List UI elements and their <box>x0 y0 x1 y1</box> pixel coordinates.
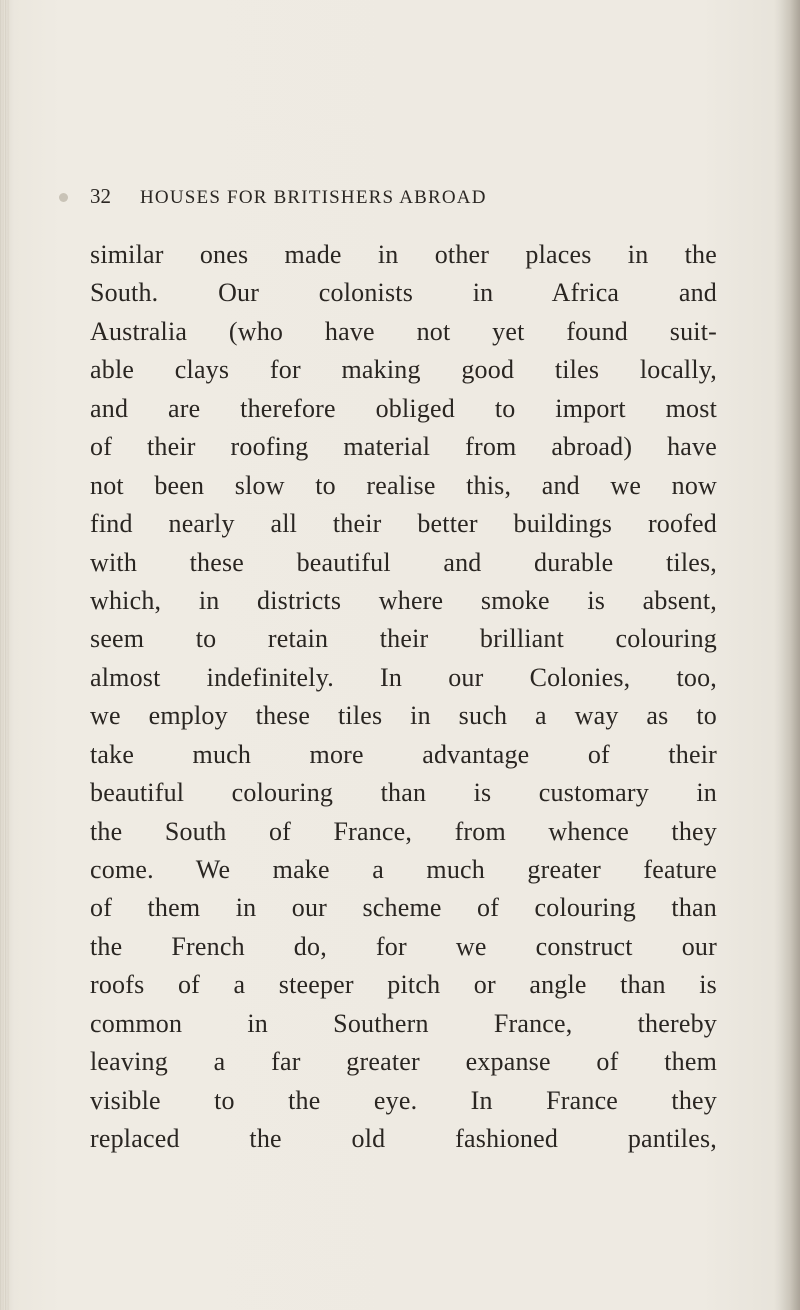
text-line: leaving a far greater expanse of them <box>90 1047 717 1077</box>
text-line: similar ones made in other places in the <box>90 240 717 269</box>
text-line: beautiful colouring than is customary in <box>90 778 717 808</box>
text-line: roofs of a steeper pitch or angle than is <box>90 970 717 1000</box>
page-right-shadow <box>774 0 800 1310</box>
text-line: we employ these tiles in such a way as to <box>90 701 717 731</box>
text-line: take much more advantage of their <box>90 739 717 769</box>
text-line: of their roofing material from abroad) have <box>90 432 717 462</box>
text-line: come. We make a much greater feature <box>90 855 717 884</box>
running-title: HOUSES FOR BRITISHERS ABROAD <box>140 187 487 208</box>
text-line: find nearly all their better buildings roofed <box>90 509 717 539</box>
running-header <box>90 184 730 212</box>
text-line: replaced the old fashioned pantiles, <box>90 1124 717 1154</box>
text-line: which, in districts where smoke is absent, <box>90 585 717 615</box>
text-line: Australia (who have not yet found suit- <box>90 316 717 346</box>
text-line: South. Our colonists in Africa and <box>90 278 717 308</box>
text-line: not been slow to realise this, and we now <box>90 470 717 500</box>
body-text <box>90 236 717 1159</box>
text-line: and are therefore obliged to import most <box>90 393 717 423</box>
page-left-edge <box>0 0 10 1310</box>
text-line: able clays for making good tiles locally, <box>90 355 717 385</box>
text-line: with these beautiful and durable tiles, <box>90 547 717 577</box>
text-line: the French do, for we construct our <box>90 931 717 961</box>
text-line: common in Southern France, thereby <box>90 1008 717 1038</box>
text-line: seem to retain their brilliant colouring <box>90 624 717 654</box>
page-number: 32 <box>90 184 111 208</box>
paper-spot <box>59 193 68 202</box>
text-line: almost indefinitely. In our Colonies, too, <box>90 662 717 692</box>
text-line: visible to the eye. In France they <box>90 1085 717 1115</box>
text-line: of them in our scheme of colouring than <box>90 893 717 923</box>
text-line: the South of France, from whence they <box>90 816 717 846</box>
